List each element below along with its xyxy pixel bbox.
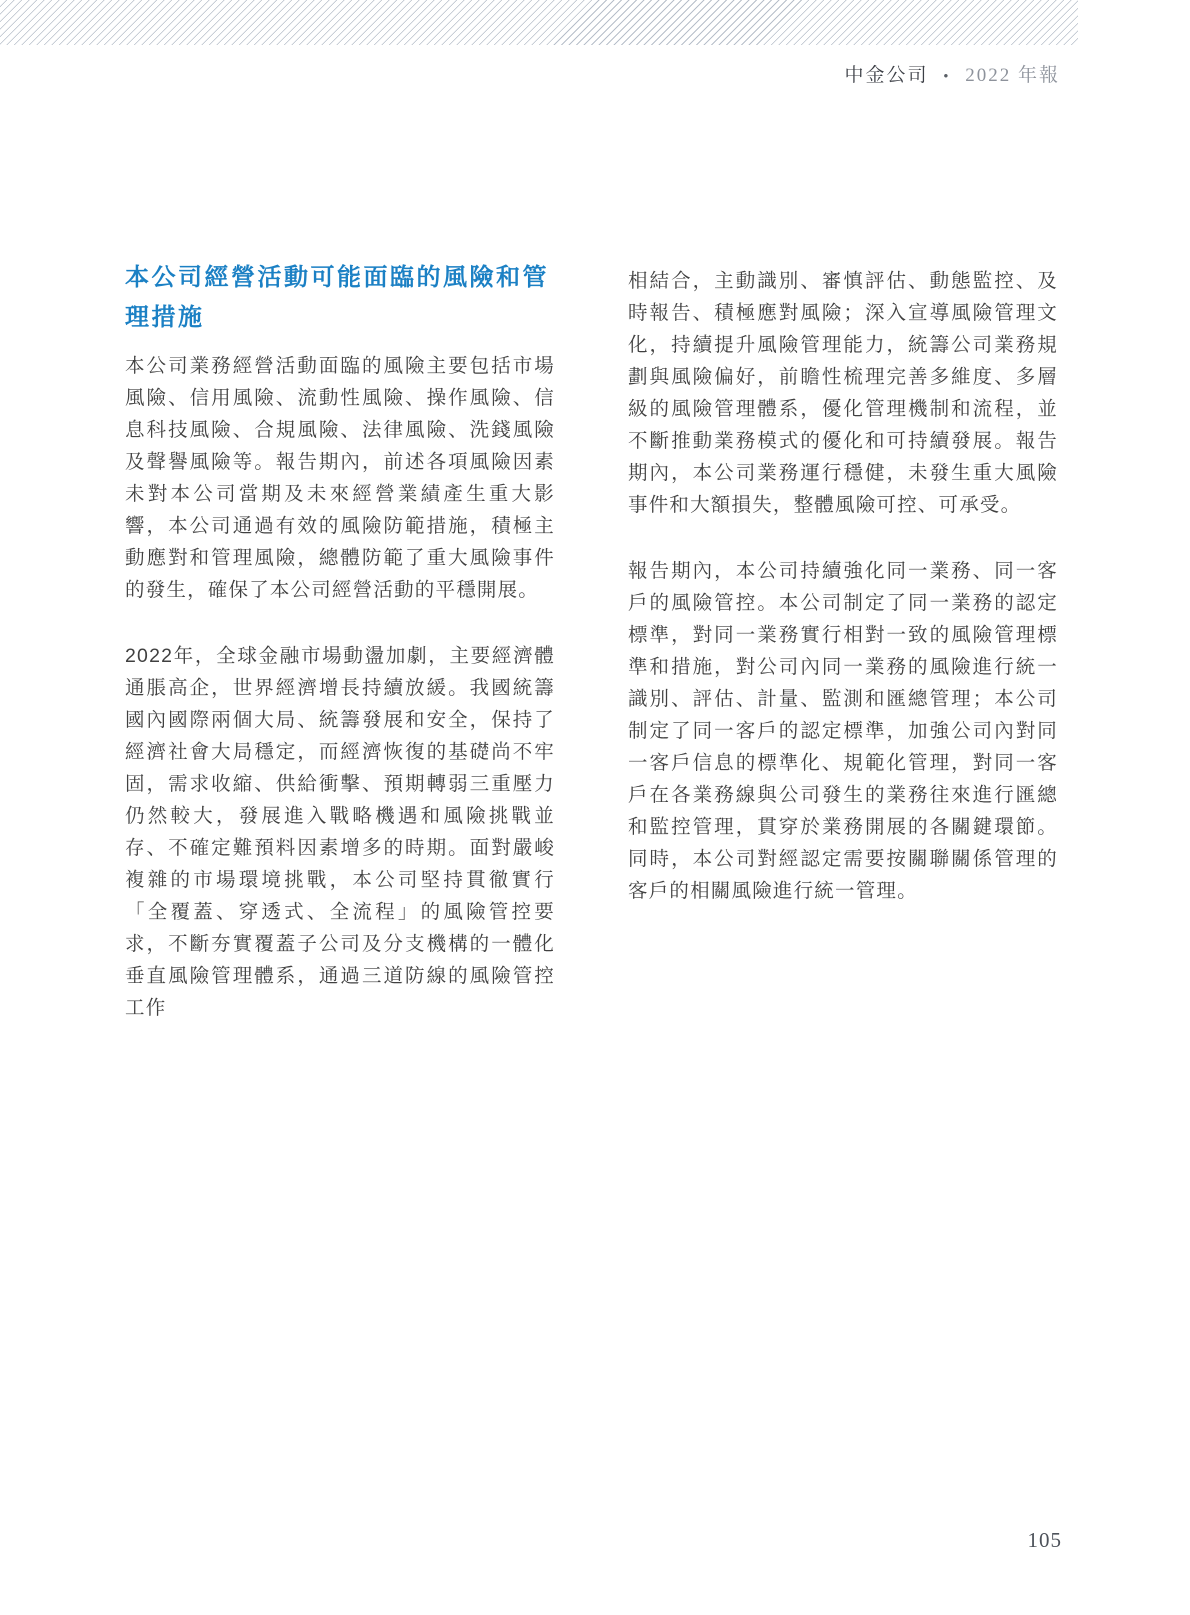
right-paragraph-1: 相結合，主動識別、審慎評估、動態監控、及時報告、積極應對風險；深入宣導風險管理文化，持續提升風險管理能力，統籌公司業務規劃與風險偏好，前瞻性梳理完善多維度、多層級的風險管理體系，優化管理機制和流程，並不斷推動業務模式的優化和可持續發展。報告期內，本公司業務運行穩健，未發生重大風險事件和大額損失，整體風險可控、可承受。 <box>628 270 1058 516</box>
running-header <box>844 60 1060 87</box>
bullet-separator-icon: • <box>943 69 951 85</box>
left-paragraph-1: 本公司業務經營活動面臨的風險主要包括市場風險、信用風險、流動性風險、操作風險、信息科技風險、合規風險、法律風險、洗錢風險及聲譽風險等。報告期內，前述各項風險因素未對本公司當期及未來經營業績產生重大影響，本公司通過有效的風險防範措施，積極主動應對和管理風險，總體防範了重大風險事件的發生，確保了本公司經營活動的平穩開展。 <box>125 355 555 601</box>
company-name: 中金公司 <box>844 65 929 86</box>
right-paragraph-2: 報告期內，本公司持續強化同一業務、同一客戶的風險管控。本公司制定了同一業務的認定標準，對同一業務實行相對一致的風險管理標準和措施，對公司內同一業務的風險進行統一識別、評估、計量、監測和匯總管理；本公司制定了同一客戶的認定標準，加強公司內對同一客戶信息的標準化、規範化管理，對同一客戶在各業務線與公司發生的業務往來進行匯總和監控管理，貫穿於業務開展的各關鍵環節。同時，本公司對經認定需要按關聯關係管理的客戶的相關風險進行統一管理。 <box>628 560 1058 902</box>
article-heading: 本公司經營活動可能面臨的風險和管理措施 <box>125 264 549 331</box>
report-edition: 2022 年報 <box>965 65 1060 86</box>
page-number: 105 <box>1027 1528 1062 1552</box>
left-paragraph-2: 2022年，全球金融市場動盪加劇，主要經濟體通脹高企，世界經濟增長持續放緩。我國統籌國內國際兩個大局、統籌發展和安全，保持了經濟社會大局穩定，而經濟恢復的基礎尚不牢固，需求收縮、供給衝擊、預期轉弱三重壓力仍然較大，發展進入戰略機遇和風險挑戰並存、不確定難預料因素增多的時期。面對嚴峻複雜的市場環境挑戰，本公司堅持貫徹實行「全覆蓋、穿透式、全流程」的風險管控要求，不斷夯實覆蓋子公司及分支機構的一體化垂直風險管理體系，通過三道防線的風險管控工作 <box>125 645 555 1019</box>
left-column <box>125 258 555 1024</box>
right-column <box>628 258 1058 1024</box>
decorative-hatch-band <box>0 0 1078 45</box>
article-body <box>125 258 1058 1024</box>
